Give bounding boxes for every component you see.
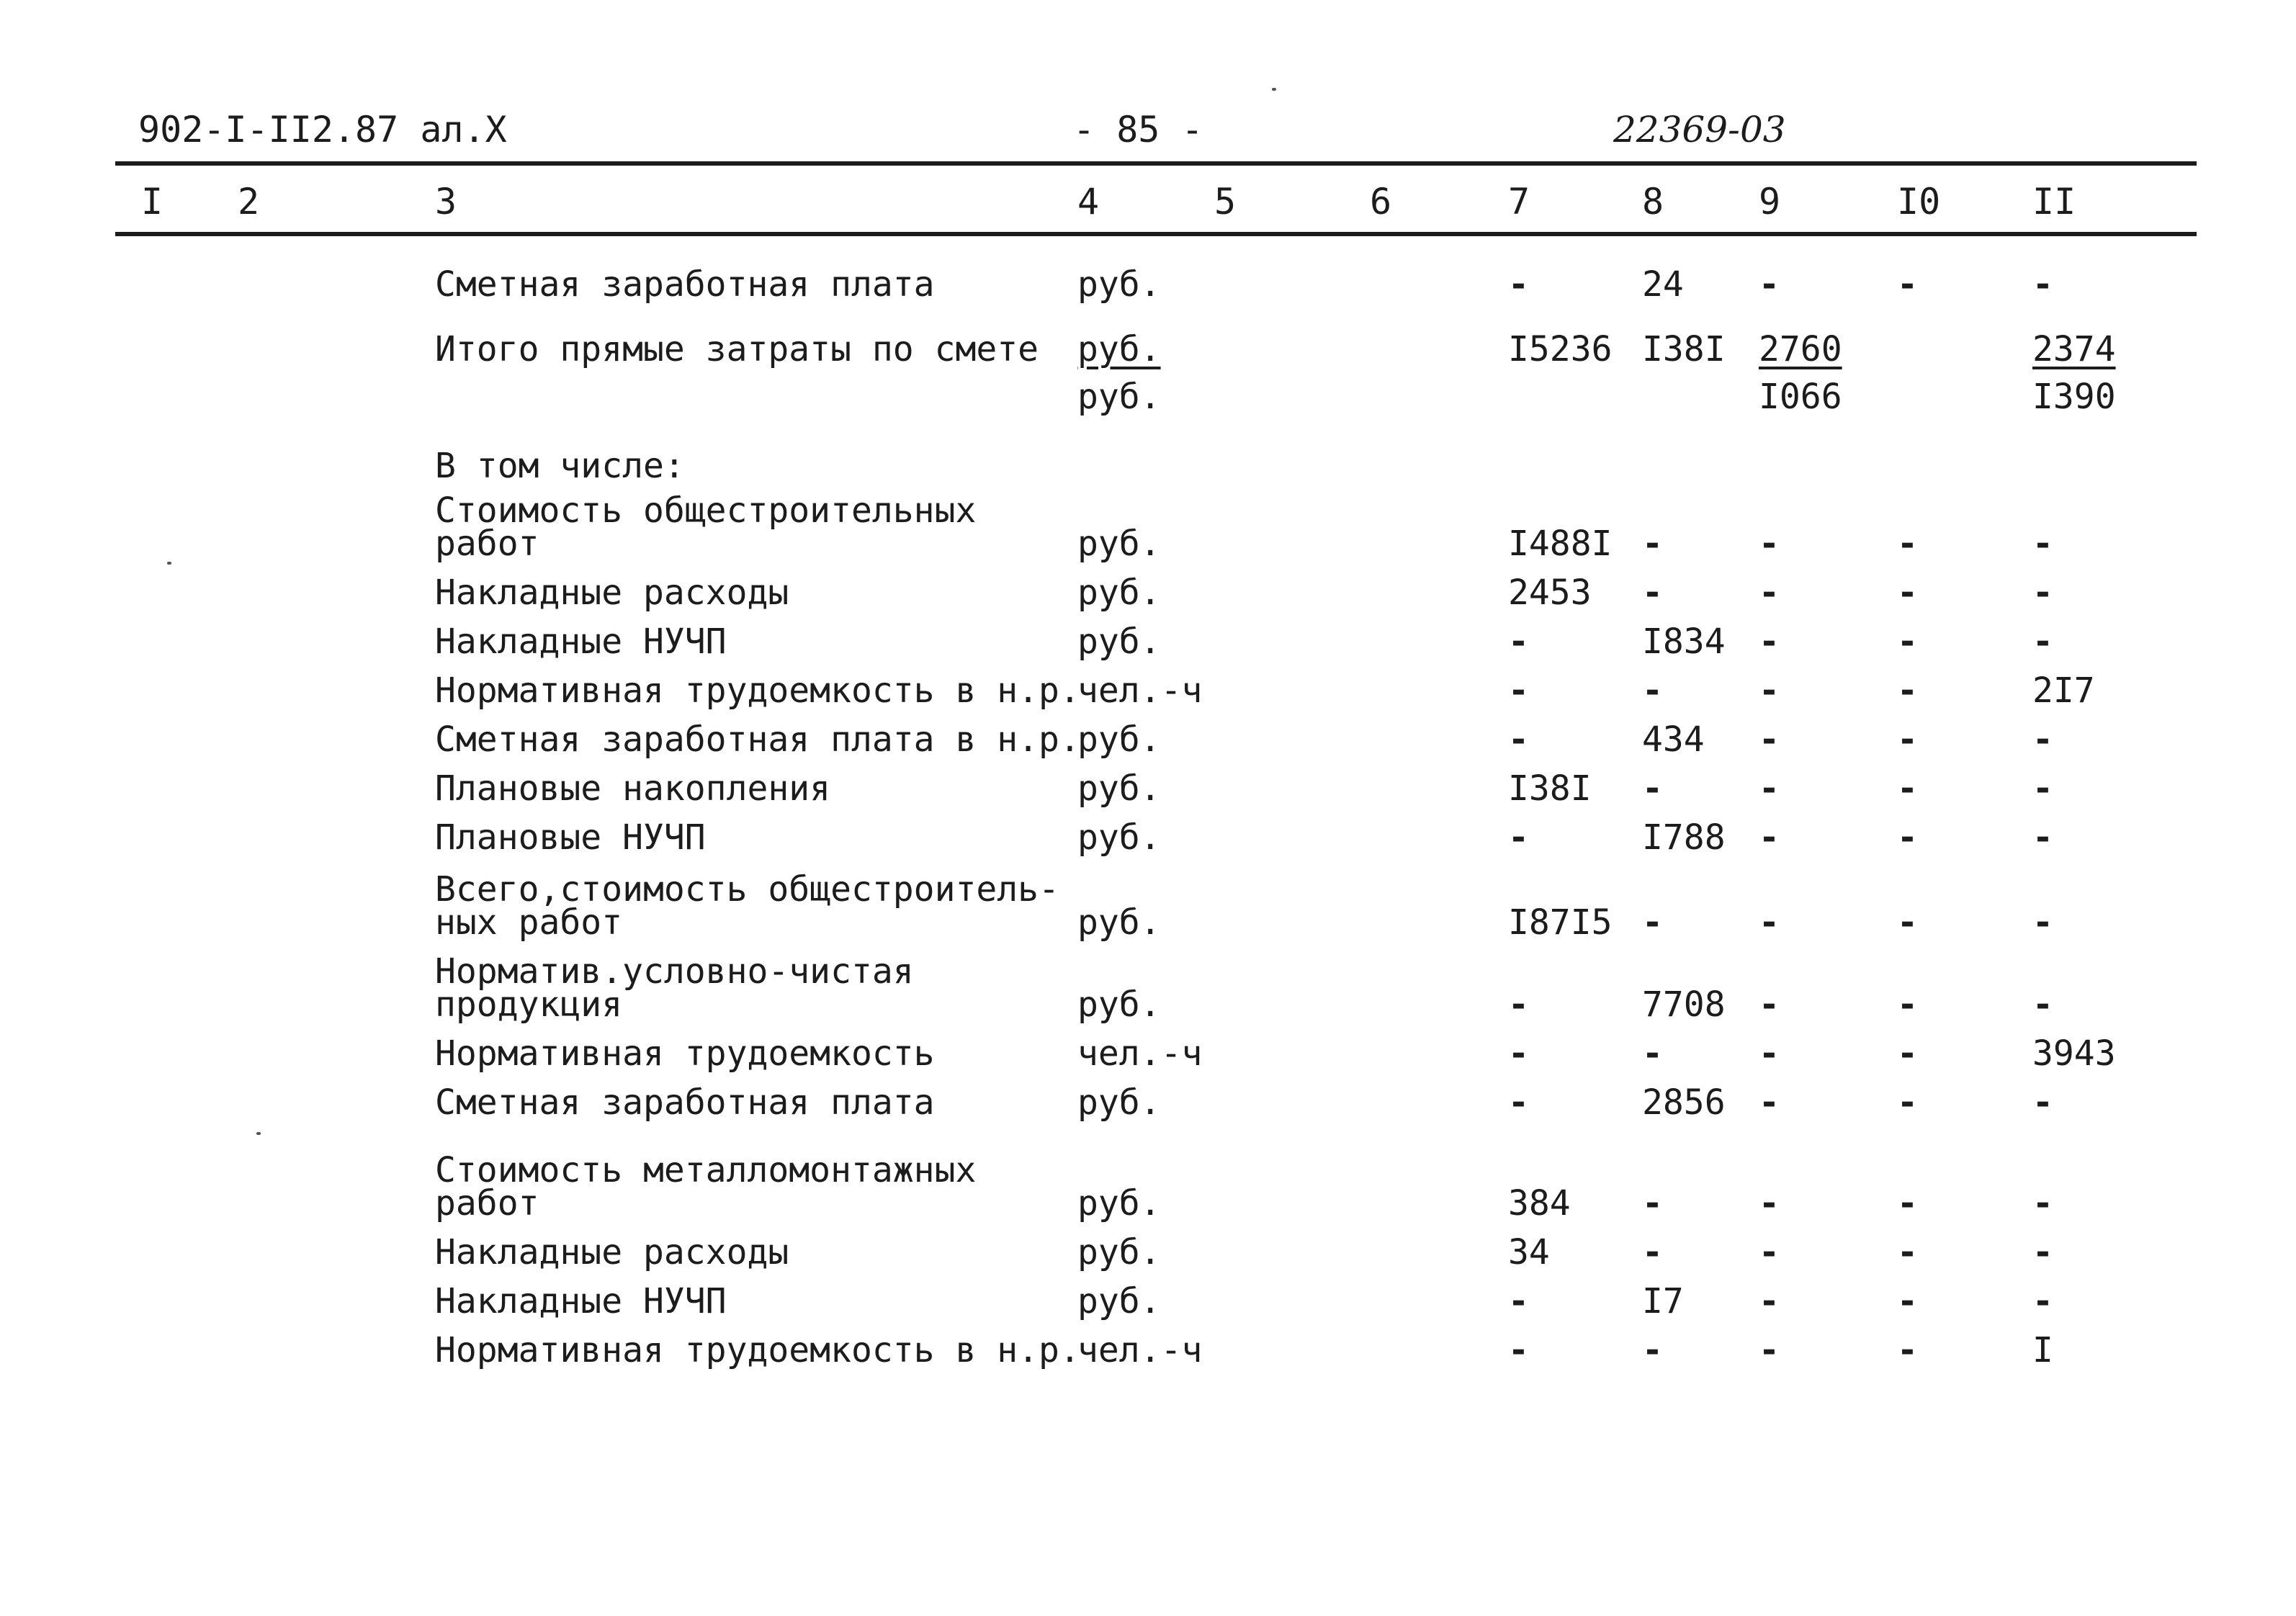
- row-label: Нормативная трудоемкость в н.р.: [435, 670, 1080, 711]
- row-label: работ: [435, 524, 539, 564]
- column-number-1: I: [141, 181, 163, 223]
- value-cell-c10: -: [1897, 670, 1918, 711]
- scan-speck: [256, 1132, 261, 1135]
- value-cell-c7: -: [1508, 984, 1529, 1025]
- value-cell-c9-denominator: I066: [1759, 377, 1842, 417]
- value-cell-c9: -: [1759, 524, 1780, 564]
- value-cell-c8: 434: [1642, 719, 1705, 760]
- value-cell-c10: -: [1897, 1082, 1918, 1123]
- row-label: Сметная заработная плата: [435, 264, 935, 305]
- value-cell-c9: -: [1759, 1232, 1780, 1272]
- scan-speck: [167, 562, 171, 565]
- value-cell-c8: 2856: [1642, 1082, 1726, 1123]
- value-cell-c11-denominator: I390: [2032, 377, 2116, 417]
- row-label: Норматив.условно-чистая: [435, 951, 914, 992]
- value-cell-c10: -: [1897, 768, 1918, 809]
- row-label: Стоимость металломонтажных: [435, 1150, 977, 1190]
- unit-cell: руб.: [1077, 817, 1161, 858]
- value-cell-c9: -: [1759, 621, 1780, 662]
- value-cell-c7: 34: [1508, 1232, 1550, 1272]
- value-cell-c10: -: [1897, 984, 1918, 1025]
- value-cell-c9: -: [1759, 719, 1780, 760]
- value-cell-c10: -: [1897, 1033, 1918, 1074]
- unit-cell: чел.-ч: [1077, 670, 1203, 711]
- value-cell-c10: -: [1897, 1281, 1918, 1321]
- value-cell-c10: -: [1897, 1330, 1918, 1370]
- row-label: Стоимость общестроительных: [435, 490, 977, 531]
- row-label: Нормативная трудоемкость в н.р.: [435, 1330, 1080, 1370]
- value-cell-c11: -: [2032, 264, 2053, 305]
- value-cell-c9: -: [1759, 1330, 1780, 1370]
- value-cell-c11: -: [2032, 621, 2053, 662]
- value-cell-c8: I7: [1642, 1281, 1684, 1321]
- value-cell-c7: -: [1508, 817, 1529, 858]
- value-cell-c9: -: [1759, 670, 1780, 711]
- header-rule-top: [115, 161, 2197, 166]
- value-cell-c7: I38I: [1508, 768, 1592, 809]
- value-cell-c8: -: [1642, 1330, 1663, 1370]
- unit-cell: руб.: [1077, 768, 1161, 809]
- value-cell-c11: -: [2032, 1232, 2053, 1272]
- value-cell-c11: -: [2032, 817, 2053, 858]
- unit-cell: руб.: [1077, 1232, 1161, 1272]
- column-number-8: 8: [1642, 181, 1664, 223]
- scan-speck: [1272, 88, 1276, 91]
- value-cell-c11: -: [2032, 1281, 2053, 1321]
- value-cell-c10: -: [1897, 719, 1918, 760]
- column-number-3: 3: [435, 181, 457, 223]
- row-label: Накладные НУЧП: [435, 1281, 727, 1321]
- unit-cell: чел.-ч: [1077, 1330, 1203, 1370]
- value-cell-c9: -: [1759, 984, 1780, 1025]
- value-cell-c10: -: [1897, 621, 1918, 662]
- value-cell-c7: -: [1508, 1330, 1529, 1370]
- unit-cell: руб.: [1077, 1183, 1161, 1224]
- value-cell-c8: -: [1642, 902, 1663, 943]
- value-cell-c8: 24: [1642, 264, 1684, 305]
- value-cell-c8: -: [1642, 1033, 1663, 1074]
- unit-cell: руб.: [1077, 524, 1161, 564]
- column-number-9: 9: [1759, 181, 1781, 223]
- row-label: Плановые НУЧП: [435, 817, 706, 858]
- value-cell-c11: -: [2032, 984, 2053, 1025]
- value-cell-c11: -: [2032, 719, 2053, 760]
- row-label: ных работ: [435, 902, 623, 943]
- value-cell-c10: -: [1897, 524, 1918, 564]
- value-cell-c7: -: [1508, 719, 1529, 760]
- value-cell-c7: -: [1508, 1082, 1529, 1123]
- value-cell-c7: -: [1508, 621, 1529, 662]
- value-cell-c9: -: [1759, 1033, 1780, 1074]
- unit-cell: руб.: [1077, 573, 1161, 613]
- value-cell-c8: -: [1642, 1232, 1663, 1272]
- unit-cell: руб.: [1077, 984, 1161, 1025]
- unit-cell: руб.: [1077, 1281, 1161, 1321]
- value-cell-c11: -: [2032, 902, 2053, 943]
- value-cell-c10: -: [1897, 817, 1918, 858]
- row-label: Нормативная трудоемкость: [435, 1033, 935, 1074]
- row-label: Накладные расходы: [435, 1232, 789, 1272]
- unit-cell: руб.: [1077, 902, 1161, 943]
- value-cell-c8: -: [1642, 573, 1663, 613]
- value-cell-c11: -: [2032, 1082, 2053, 1123]
- unit-cell: руб.: [1077, 621, 1161, 662]
- header-rule-bottom: [115, 232, 2197, 236]
- value-cell-c10: -: [1897, 1232, 1918, 1272]
- value-cell-c9: -: [1759, 1281, 1780, 1321]
- value-cell-c8: I834: [1642, 621, 1726, 662]
- row-label: Накладные НУЧП: [435, 621, 727, 662]
- value-cell-c10: -: [1897, 573, 1918, 613]
- unit-cell-denominator: руб.: [1077, 377, 1161, 417]
- doc-code: 902-I-II2.87 ал.X: [138, 109, 507, 151]
- value-cell-c11: I: [2032, 1330, 2053, 1370]
- page-number: - 85 -: [1073, 109, 1203, 151]
- value-cell-c10: -: [1897, 902, 1918, 943]
- value-cell-c11: -: [2032, 768, 2053, 809]
- unit-cell: чел.-ч: [1077, 1033, 1203, 1074]
- value-cell-c7: I488I: [1508, 524, 1613, 564]
- unit-cell: руб.: [1077, 1082, 1161, 1123]
- value-cell-c11: 3943: [2032, 1033, 2116, 1074]
- column-number-2: 2: [238, 181, 260, 223]
- column-number-4: 4: [1077, 181, 1100, 223]
- value-cell-c10: -: [1897, 264, 1918, 305]
- value-cell-c8: I788: [1642, 817, 1726, 858]
- value-cell-c7: -: [1508, 264, 1529, 305]
- value-cell-c7: 384: [1508, 1183, 1571, 1224]
- value-cell-c11: 2I7: [2032, 670, 2095, 711]
- row-label: Всего,стоимость общестроитель-: [435, 869, 1059, 910]
- row-label: Итого прямые затраты по смете: [435, 329, 1039, 369]
- value-cell-c11: -: [2032, 573, 2053, 613]
- value-cell-c9: -: [1759, 264, 1780, 305]
- row-label: Сметная заработная плата: [435, 1082, 935, 1123]
- row-label: продукция: [435, 984, 623, 1025]
- value-cell-c7: I5236: [1508, 329, 1613, 369]
- value-cell-c9: -: [1759, 1183, 1780, 1224]
- value-cell-c9: -: [1759, 817, 1780, 858]
- column-number-5: 5: [1214, 181, 1237, 223]
- unit-cell: руб.: [1077, 329, 1161, 369]
- value-cell-c8: -: [1642, 670, 1663, 711]
- value-cell-c8: -: [1642, 524, 1663, 564]
- value-cell-c9: -: [1759, 768, 1780, 809]
- value-cell-c9: 2760: [1759, 329, 1842, 369]
- value-cell-c11: 2374: [2032, 329, 2116, 369]
- value-cell-c7: -: [1508, 670, 1529, 711]
- column-number-7: 7: [1508, 181, 1530, 223]
- row-label: работ: [435, 1183, 539, 1224]
- value-cell-c8: I38I: [1642, 329, 1726, 369]
- value-cell-c7: -: [1508, 1281, 1529, 1321]
- column-number-6: 6: [1370, 181, 1392, 223]
- doc-number: 22369-03: [1613, 109, 1786, 151]
- value-cell-c8: -: [1642, 768, 1663, 809]
- unit-cell: руб.: [1077, 719, 1161, 760]
- value-cell-c8: 7708: [1642, 984, 1726, 1025]
- row-label: В том числе:: [435, 446, 685, 486]
- value-cell-c7: 2453: [1508, 573, 1592, 613]
- value-cell-c9: -: [1759, 1082, 1780, 1123]
- value-cell-c7: -: [1508, 1033, 1529, 1074]
- value-cell-c7: I87I5: [1508, 902, 1613, 943]
- value-cell-c8: -: [1642, 1183, 1663, 1224]
- row-label: Накладные расходы: [435, 573, 789, 613]
- column-number-11: II: [2032, 181, 2076, 223]
- unit-cell: руб.: [1077, 264, 1161, 305]
- column-number-10: I0: [1897, 181, 1941, 223]
- value-cell-c9: -: [1759, 573, 1780, 613]
- value-cell-c11: -: [2032, 1183, 2053, 1224]
- value-cell-c10: -: [1897, 1183, 1918, 1224]
- row-label: Сметная заработная плата в н.р.: [435, 719, 1080, 760]
- value-cell-c9: -: [1759, 902, 1780, 943]
- row-label: Плановые накопления: [435, 768, 831, 809]
- value-cell-c11: -: [2032, 524, 2053, 564]
